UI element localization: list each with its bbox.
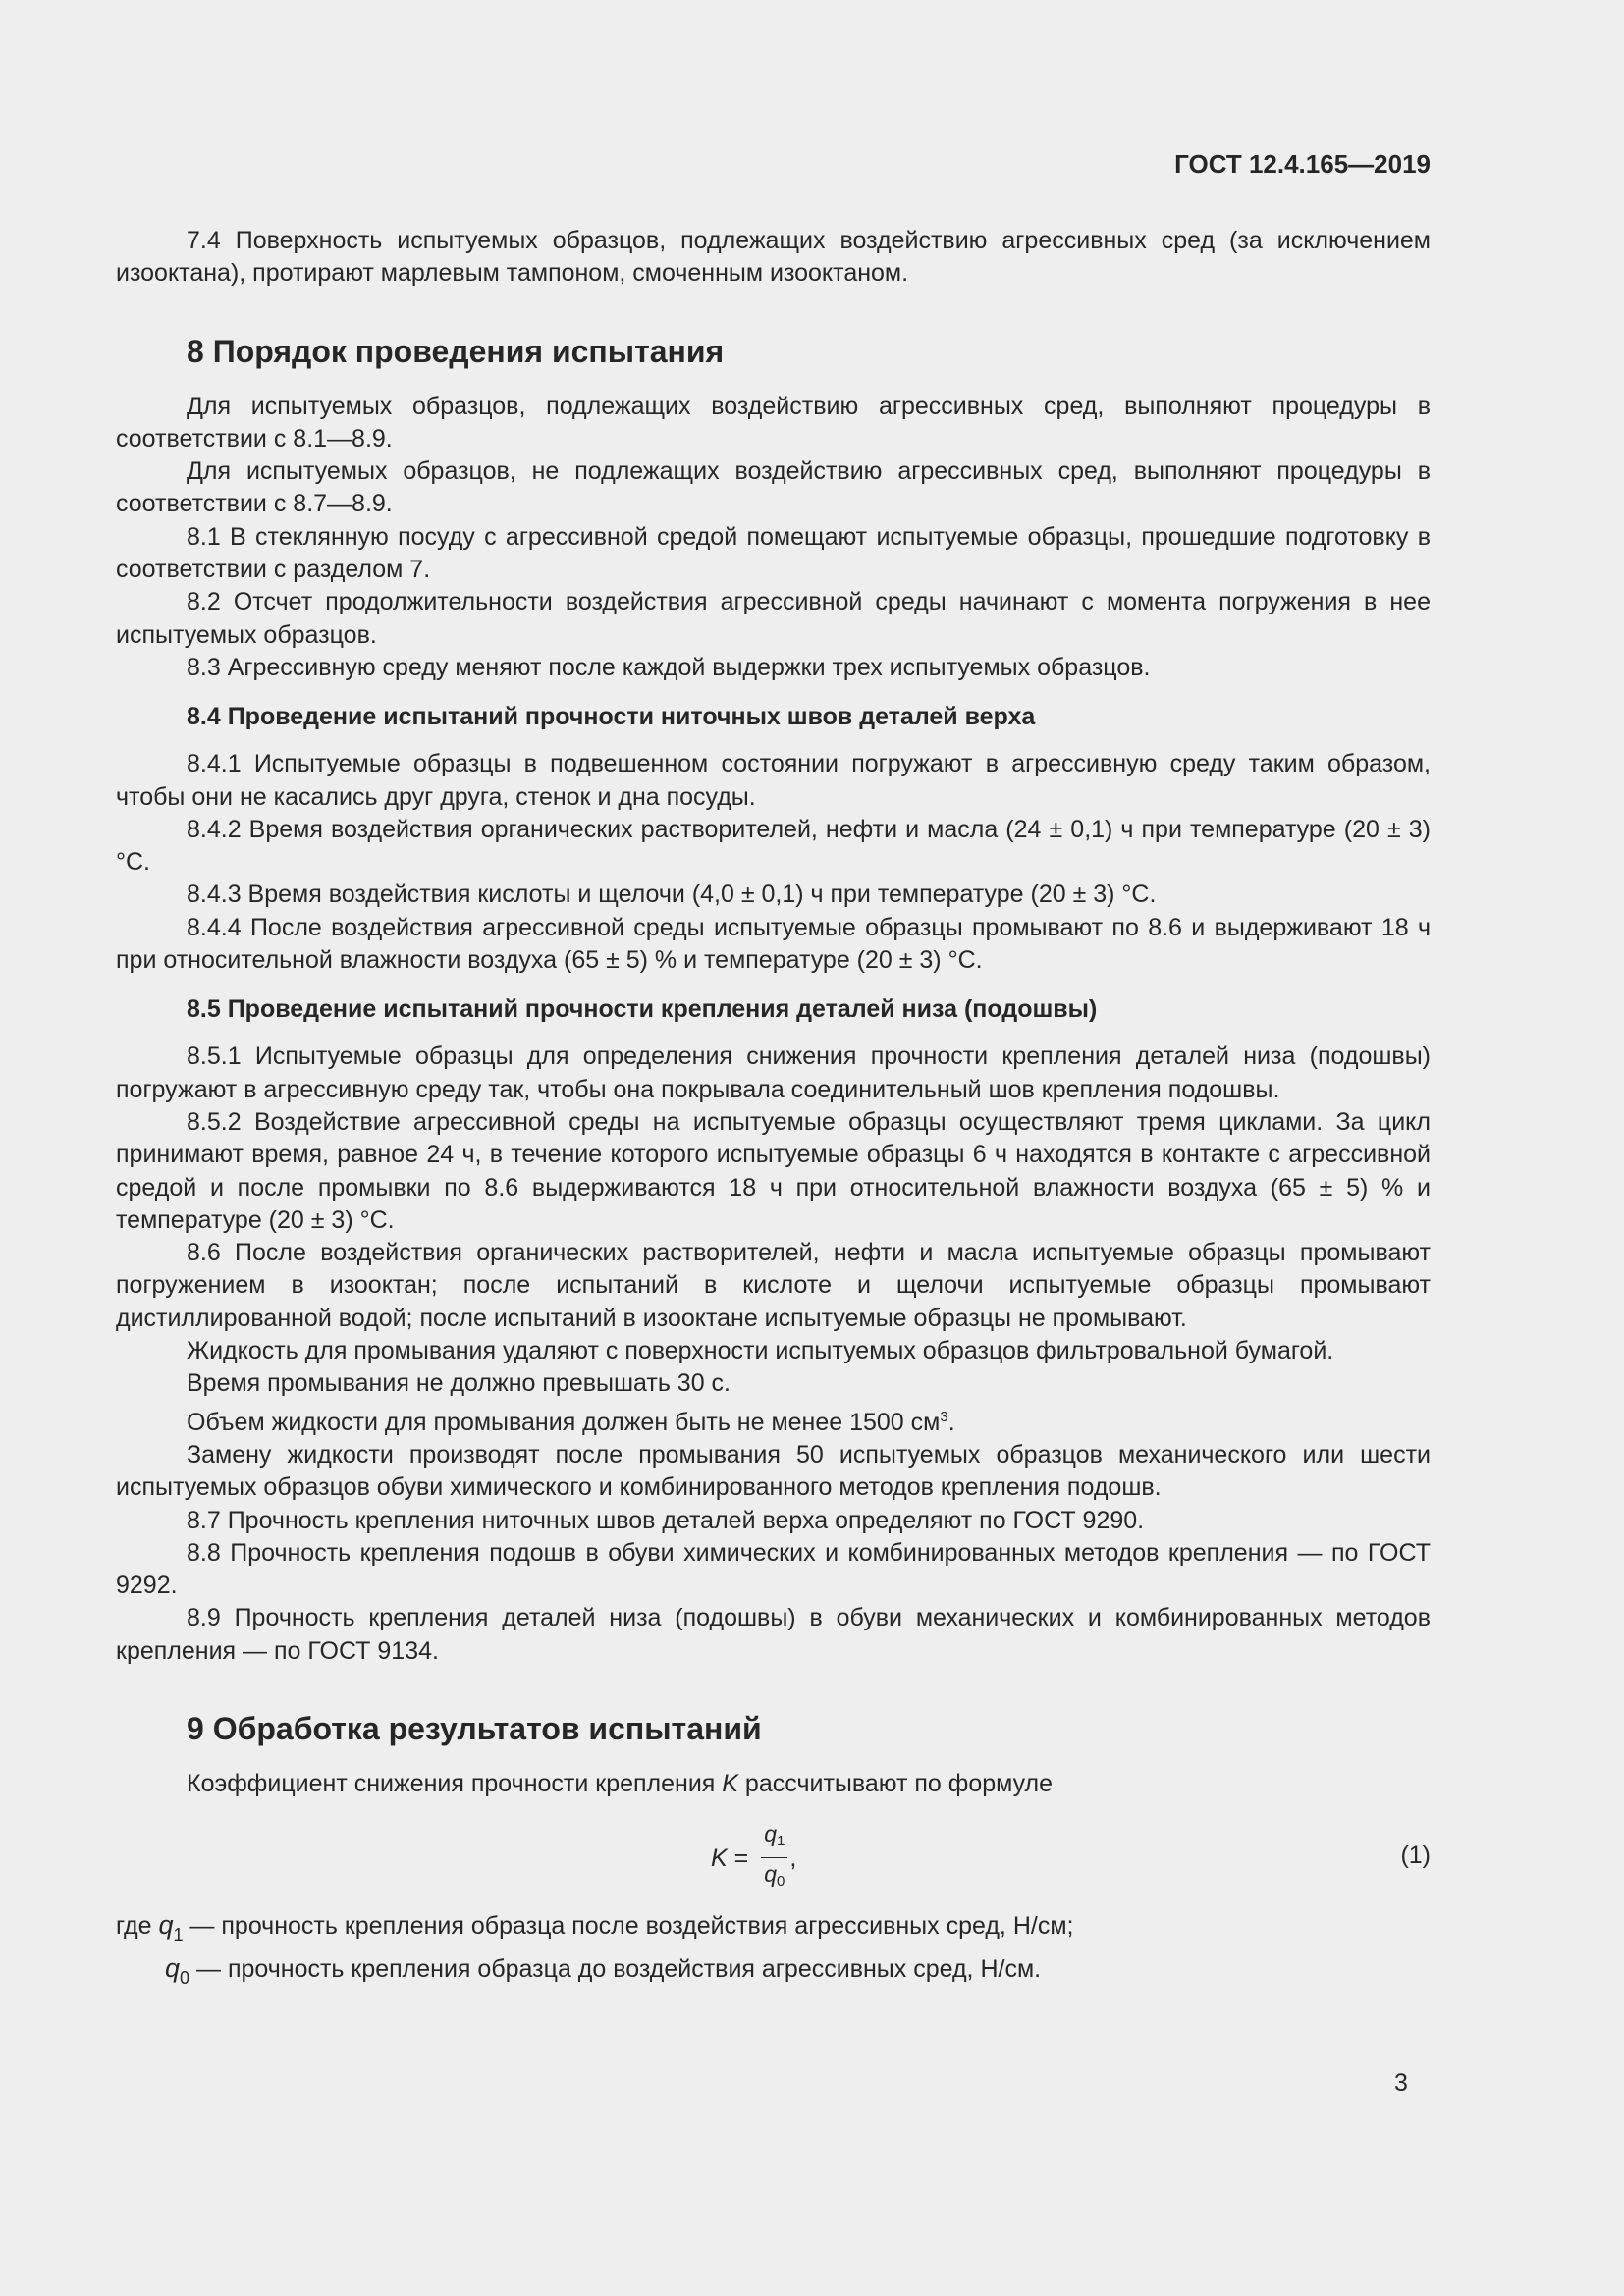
denominator-subscript: 0: [776, 1873, 785, 1891]
subsection-8-4-heading: 8.4 Проведение испытаний прочности ниточных швов деталей верха: [187, 703, 1036, 731]
paragraph-8-8: 8.8 Прочность крепления подошв в обуви химических и комбинированных методов крепления — по ГОСТ 9292.: [116, 1538, 1431, 1600]
paragraph-8-4-4: 8.4.4 После воздействия агрессивной среды испытуемые образцы промывают по 8.6 и выдерживают 18 ч при относительной влажности воздуха (65 ± 5) % и температуре (20 ± 3) °С.: [116, 913, 1431, 975]
page-number: 3: [1394, 2069, 1408, 2097]
formula-expression: [711, 1820, 796, 1896]
subsection-8-5-heading: 8.5 Проведение испытаний прочности крепления деталей низа (подошвы): [187, 995, 1098, 1024]
paragraph-8-4-2: 8.4.2 Время воздействия органических растворителей, нефти и масла (24 ± 0,1) ч при температуре (20 ± 3) °С.: [116, 815, 1431, 877]
paragraph-8-5-1: 8.5.1 Испытуемые образцы для определения снижения прочности крепления деталей низа (подошвы) погружают в агрессивную среду так, чтобы она покрывала соединительный шов крепления подошвы.: [116, 1042, 1431, 1103]
formula-1: [116, 1814, 1431, 1902]
q0-letter: q: [165, 1953, 181, 1984]
where-q1-line: [116, 1908, 1431, 1951]
paragraph-8-intro-1: Для испытуемых образцов, подлежащих воздействию агрессивных сред, выполняют процедуры в соответствии с 8.1—8.9.: [116, 392, 1431, 453]
paragraph-8-4-1: 8.4.1 Испытуемые образцы в подвешенном состоянии погружают в агрессивную среду таким образом, чтобы они не касались друг друга, стенок и дна посуды.: [116, 750, 1431, 811]
volume-end: .: [947, 1408, 955, 1436]
q1-subscript: 1: [173, 1925, 184, 1946]
paragraph-8-6-filter: Жидкость для промывания удаляют с поверхности испытуемых образцов фильтровальной бумагой.: [187, 1337, 1334, 1365]
paragraph-9-intro: [116, 1768, 1431, 1800]
fraction-denominator: [761, 1858, 787, 1896]
q0-description: — прочность крепления образца до воздействия агрессивных сред, Н/см.: [189, 1955, 1042, 1984]
cubic-superscript: 3: [940, 1408, 948, 1425]
paragraph-8-3: 8.3 Агрессивную среду меняют после каждой выдержки трех испытуемых образцов.: [187, 653, 1151, 681]
paragraph-8-6-time: Время промывания не должно превышать 30 с.: [187, 1369, 731, 1398]
q1-description: — прочность крепления образца после воздействия агрессивных сред, Н/см;: [183, 1912, 1074, 1941]
paragraph-8-4-3: 8.4.3 Время воздействия кислоты и щелочи (4,0 ± 0,1) ч при температуре (20 ± 3) °С.: [187, 881, 1157, 909]
q0-subscript: 0: [180, 1968, 190, 1989]
formula-lhs: K: [711, 1843, 728, 1872]
paragraph-8-5-2: 8.5.2 Воздействие агрессивной среды на испытуемые образцы осуществляют тремя циклами. За цикл принимают время, равное 24 ч, в течение которого испытуемые образцы 6 ч находятся в контакте с агрессивной средой и после промывки по 8.6 выдерживаются 18 ч при относительной влажности воздуха (65 ± 5) % и температуре (20 ± 3) °С.: [116, 1107, 1431, 1234]
section-9-heading: 9 Обработка результатов испытаний: [187, 1710, 762, 1746]
paragraph-8-9: 8.9 Прочность крепления деталей низа (подошвы) в обуви механических и комбинированных методов крепления — по ГОСТ 9134.: [116, 1604, 1431, 1665]
paragraph-8-6: 8.6 После воздействия органических растворителей, нефти и масла испытуемые образцы промывают погружением в изооктан; после испытаний в кислоте и щелочи испытуемые образцы промывают дистиллированной водой; после испытаний в изооктане испытуемые образцы не промывают.: [116, 1239, 1431, 1332]
formula-fraction: [761, 1820, 787, 1896]
paragraph-8-2: 8.2 Отсчет продолжительности воздействия агрессивной среды начинают с момента погружения в нее испытуемых образцов.: [116, 588, 1431, 649]
q0-symbol: [165, 1953, 190, 1989]
q1-symbol: [158, 1910, 184, 1946]
standard-code-header: ГОСТ 12.4.165—2019: [1174, 149, 1431, 179]
formula-equals: =: [727, 1843, 756, 1872]
paragraph-8-1: 8.1 В стеклянную посуду с агрессивной средой помещают испытуемые образцы, прошедшие подготовку в соответствии с разделом 7.: [116, 522, 1431, 584]
coefficient-text-end: рассчитывают по формуле: [737, 1769, 1054, 1797]
paragraph-8-6-replace: Замену жидкости производят после промывания 50 испытуемых образцов механического или шести испытуемых образцов обуви химического и комбинированного методов крепления подошв.: [116, 1440, 1431, 1502]
coefficient-symbol: K: [722, 1769, 738, 1797]
paragraph-7-4: 7.4 Поверхность испытуемых образцов, подлежащих воздействию агрессивных сред (за исключением изооктана), протирают марлевым тампоном, смоченным изооктаном.: [116, 227, 1431, 288]
denominator-symbol: q: [764, 1861, 777, 1888]
document-body: [116, 225, 1431, 1995]
volume-text: Объем жидкости для промывания должен быть не менее 1500 см: [187, 1408, 941, 1436]
section-8-heading: 8 Порядок проведения испытания: [187, 333, 725, 369]
formula-comma: ,: [789, 1843, 797, 1872]
paragraph-8-intro-2: Для испытуемых образцов, не подлежащих воздействию агрессивных сред, выполняют процедуры в соответствии с 8.7—8.9.: [116, 457, 1431, 518]
numerator-symbol: q: [764, 1821, 777, 1847]
fraction-numerator: [761, 1820, 787, 1858]
where-intro: где: [116, 1912, 159, 1941]
paragraph-8-7: 8.7 Прочность крепления ниточных швов деталей верха определяют по ГОСТ 9290.: [187, 1506, 1145, 1534]
coefficient-text: Коэффициент снижения прочности крепления: [187, 1769, 723, 1797]
paragraph-8-6-volume: [116, 1401, 1431, 1439]
numerator-subscript: 1: [776, 1833, 785, 1850]
where-q0-line: [116, 1951, 1431, 1995]
q1-letter: q: [158, 1910, 174, 1941]
formula-number: (1): [1400, 1842, 1431, 1870]
